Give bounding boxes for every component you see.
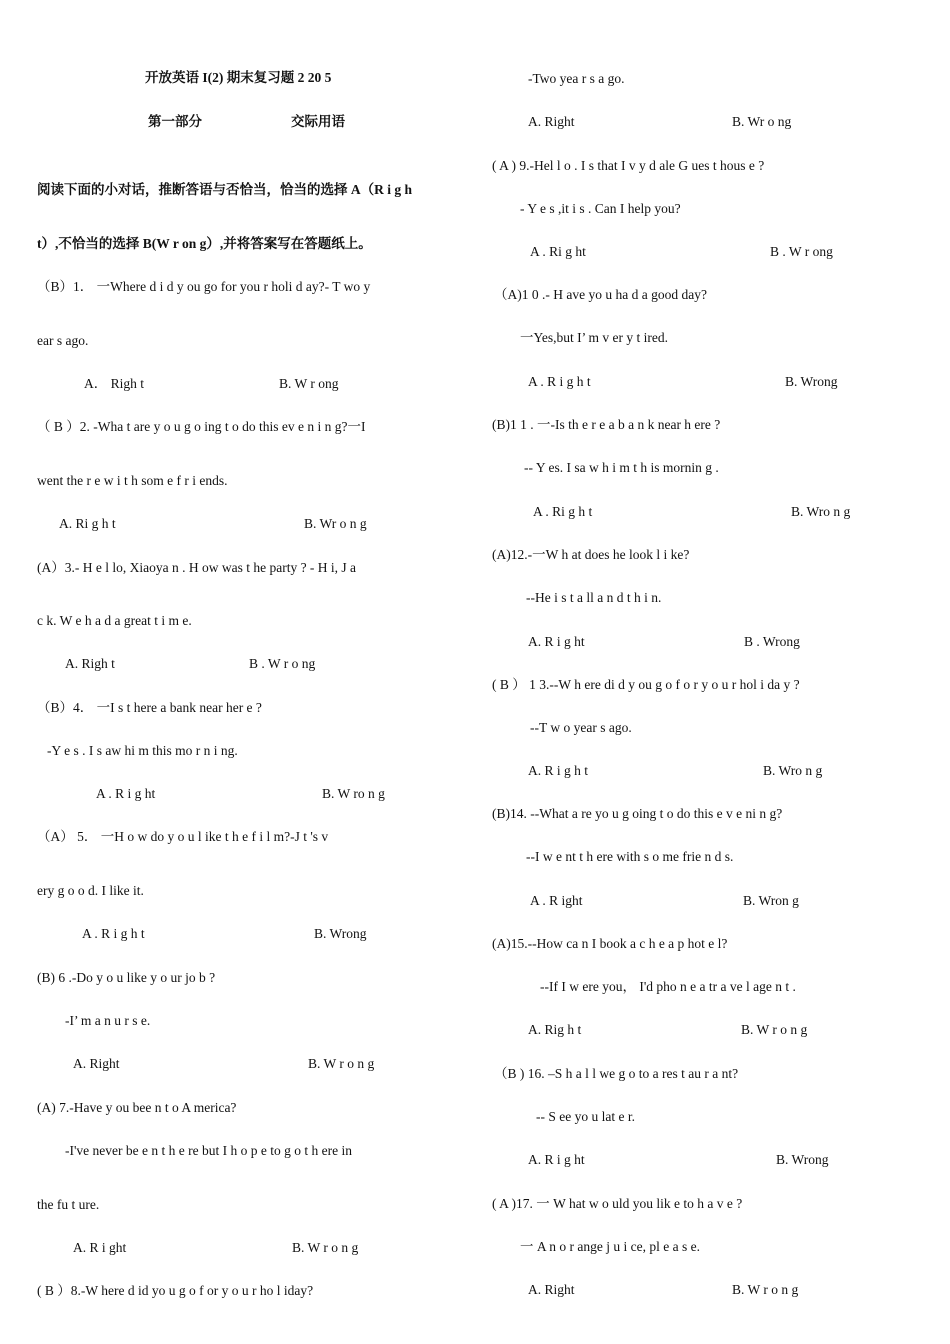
- question-10-line-1: （A)1 0 .- H ave yo u ha d a good day?: [494, 287, 707, 302]
- part-name: 交际用语: [291, 114, 345, 129]
- question-2-line-1: （ B ）2. -Wha t are y o u g o ing t o do this ev e n i n g?一I: [37, 419, 366, 434]
- question-16-option-b: B. Wrong: [776, 1152, 829, 1167]
- question-2-option-b: B. Wr o n g: [304, 516, 367, 531]
- question-5-option-a: A . R i g h t: [82, 926, 145, 941]
- question-15-option-b: B. W r o n g: [741, 1022, 808, 1037]
- question-5-line-1: （A） 5． 一H o w do y o u l ike t h e f i l m?-J t 's v: [37, 829, 329, 844]
- question-12-line-2: --He i s t a ll a n d t h i n.: [526, 590, 662, 605]
- question-16-option-a: A. R i g ht: [528, 1152, 585, 1167]
- question-8-option-b: B. Wr o ng: [732, 114, 792, 129]
- doc-title: 开放英语 I(2) 期末复习题 2 20 5: [145, 70, 332, 85]
- question-7-line-3: the fu t ure.: [37, 1197, 100, 1212]
- question-8-line-2: -Two yea r s a go.: [528, 71, 625, 86]
- question-6-option-b: B. W r o n g: [308, 1056, 375, 1071]
- question-4-option-a: A . R i g ht: [96, 786, 156, 801]
- question-9-option-a: A . Ri g ht: [530, 244, 586, 259]
- question-4-option-b: B. W ro n g: [322, 786, 385, 801]
- question-1-line-1: （B）1． 一Where d i d y ou go for you r holi d ay?- T wo y: [37, 279, 371, 294]
- question-14-option-b: B. Wron g: [743, 893, 799, 908]
- question-11-option-b: B. Wro n g: [791, 504, 851, 519]
- question-14-line-2: --I w e nt t h ere with s o me frie n d s.: [526, 849, 734, 864]
- question-4-line-1: （B）4． 一I s t here a bank near her e ?: [37, 700, 262, 715]
- question-17-line-1: ( A )17. 一 W hat w o uld you lik e to h a v e ?: [492, 1196, 743, 1211]
- question-16-line-2: -- S ee yo u lat e r.: [536, 1109, 635, 1124]
- question-3-option-b: B . W r o ng: [249, 656, 316, 671]
- question-4-line-2: -Y e s . I s aw hi m this mo r n i ng.: [47, 743, 238, 758]
- question-10-option-b: B. Wrong: [785, 374, 838, 389]
- question-12-option-a: A. R i g ht: [528, 634, 585, 649]
- question-7-option-a: A. R i ght: [73, 1240, 127, 1255]
- question-8-line-1: ( B ）8.-W here d id yo u g o f or y o u r ho l iday?: [37, 1283, 314, 1298]
- question-12-option-b: B . Wrong: [744, 634, 800, 649]
- question-3-line-1: (A）3.- H e l lo, Xiaoya n . H ow was t he party ? - H i, J a: [37, 560, 357, 575]
- question-3-line-2: c k. W e h a d a great t i m e.: [37, 613, 192, 628]
- question-5-option-b: B. Wrong: [314, 926, 367, 941]
- question-17-line-2: 一 A n o r ange j u i ce, pl e a s e.: [520, 1239, 700, 1254]
- instruction-line-2: t）,不恰当的选择 B(W r on g）,并将答案写在答题纸上。: [37, 236, 372, 251]
- question-6-line-1: (B) 6 .-Do y o u like y o ur jo b ?: [37, 970, 216, 985]
- question-9-line-2: - Y e s ,it i s . Can I help you?: [520, 201, 681, 216]
- question-5-line-2: ery g o o d. I like it.: [37, 883, 144, 898]
- question-6-line-2: -I’ m a n u r s e.: [65, 1013, 151, 1028]
- question-9-line-1: ( A ) 9.-Hel l o . I s that I v y d ale G ues t hous e ?: [492, 158, 765, 173]
- question-15-line-2: --If I w ere you， I'd pho n e a tr a ve l age n t .: [540, 979, 796, 994]
- question-11-line-1: (B)1 1 . 一-Is th e r e a b a n k near h ere ?: [492, 417, 721, 432]
- part-label: 第一部分: [148, 114, 202, 129]
- question-13-option-a: A. R i g h t: [528, 763, 589, 778]
- question-11-option-a: A . Ri g h t: [533, 504, 593, 519]
- question-7-line-2: -I've never be e n t h e re but I h o p e to g o t h ere in: [65, 1143, 352, 1158]
- question-13-line-1: ( B ） 1 3.--W h ere di d y ou g o f o r y o u r hol i da y ?: [492, 677, 800, 692]
- question-17-option-a: A. Right: [528, 1282, 575, 1297]
- question-8-option-a: A. Right: [528, 114, 575, 129]
- question-10-line-2: 一Yes,but I’ m v er y t ired.: [520, 330, 668, 345]
- question-9-option-b: B . W r ong: [770, 244, 833, 259]
- question-6-option-a: A. Right: [73, 1056, 120, 1071]
- question-14-line-1: (B)14. --What a re yo u g oing t o do this e v e ni n g?: [492, 806, 783, 821]
- question-17-option-b: B. W r o n g: [732, 1282, 799, 1297]
- question-1-option-a: A． Righ t: [84, 376, 145, 391]
- question-10-option-a: A . R i g h t: [528, 374, 591, 389]
- question-1-option-b: B. W r ong: [279, 376, 339, 391]
- instruction-line-1: 阅读下面的小对话，推断答语与否恰当，恰当的选择 A（R i g h: [37, 182, 413, 197]
- question-15-line-1: (A)15.--How ca n I book a c h e a p hot e l?: [492, 936, 728, 951]
- question-15-option-a: A. Rig h t: [528, 1022, 582, 1037]
- question-7-option-b: B. W r o n g: [292, 1240, 359, 1255]
- question-14-option-a: A . R ight: [530, 893, 583, 908]
- question-7-line-1: (A) 7.-Have y ou bee n t o A merica?: [37, 1100, 237, 1115]
- question-16-line-1: （B ) 16. –S h a l l we g o to a res t au r a nt?: [494, 1066, 739, 1081]
- question-2-option-a: A. Ri g h t: [59, 516, 116, 531]
- question-13-option-b: B. Wro n g: [763, 763, 823, 778]
- question-11-line-2: -- Y es. I sa w h i m t h is mornin g .: [524, 460, 719, 475]
- question-3-option-a: A. Righ t: [65, 656, 115, 671]
- question-1-line-2: ear s ago.: [37, 333, 89, 348]
- question-12-line-1: (A)12.-一W h at does he look l i ke?: [492, 547, 690, 562]
- question-13-line-2: --T w o year s ago.: [530, 720, 632, 735]
- question-2-line-2: went the r e w i t h som e f r i ends.: [37, 473, 228, 488]
